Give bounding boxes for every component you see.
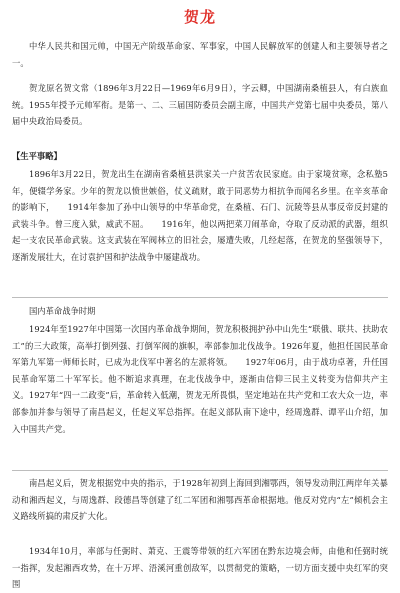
- intro-paragraph-2: 贺龙原名贺文常（1896年3月22日—1969年6月9日），字云卿，中国湖南桑植县人，有白族血统。1955年授予元帅军衔。是第一、二、三届国防委员会副主席，中国共产党第七届中央委员，第八届中央政治局委员。: [12, 83, 388, 127]
- life-paragraph: 1896年3月22日，贺龙出生在湖南省桑植县洪家关一户贫苦农民家庭。由于家境贫寒，念私塾5年，便辍学务家。少年的贺龙以愤世嫉俗，仗义疏财，敢于同恶势力相抗争而闻名乡里。在辛亥革命的影响下， 1914年参加了孙中山领导的中华革命党，在桑植、石门、沅陵等县从事反帝反封建的武装斗争。曾三度入狱，威武不屈。 1916年，他以两把菜刀闹革命，夺取了反动派的武器，组织起一支农民革命武装。这支武装在军阀林立的旧社会，屡遭失败，几经起落，在贺龙的坚强领导下，逐渐发展壮大，在讨袁护国和护法战争中屡建战功。: [12, 169, 388, 262]
- later-paragraph-1: 南昌起义后，贺龙根据党中央的指示，于1928年初到上海回到湘鄂西，领导发动荆江两岸年关暴动和湘西起义，与周逸群、段德昌等创建了红二军团和湘鄂西革命根据地。他反对党内“左”倾机会主义路线所搞的肃反扩大化。: [12, 478, 388, 522]
- section-divider-2: [12, 470, 388, 471]
- page-title: 贺龙: [183, 8, 216, 26]
- war-paragraph: 1924年至1927年中国第一次国内革命战争期间，贺龙积极拥护孙中山先生“联俄、联共、扶助农工”的三大政策，高举打倒列强、打倒军阀的旗帜，率部参加北伐战争。1926年夏，他担任国民革命军第九军第一师师长时，已成为北伐军中著名的左派将领。 1927年06月，由于战功卓著，升任国民革命军第二十军军长。他不断追求真理，在北伐战争中，逐渐由信仰三民主义转变为信仰共产主义。1927年“四一二政变”后，革命转入低潮，贺龙无所畏惧，坚定地站在共产党和工农大众一边，率部参加并参与领导了南昌起义，任起义军总指挥。在起义部队南下途中，经周逸群、谭平山介绍，加入中国共产党。: [12, 324, 388, 434]
- intro-paragraph-1: 中华人民共和国元帅，中国无产阶级革命家、军事家，中国人民解放军的创建人和主要领导者之一。: [12, 41, 388, 68]
- section-heading: 【生平事略】: [12, 151, 62, 161]
- later-paragraph-2: 1934年10月，率部与任弼时、萧克、王震等带领的红六军团在黔东边境会师，由他和任弼时统一指挥，发起湘西攻势，在十万坪、浯溪河重创敌军，以贯彻党的策略，一切方面支援中央红军的突围: [12, 546, 388, 590]
- section-divider: [12, 297, 388, 298]
- subsection-heading: 国内革命战争时期: [29, 306, 96, 316]
